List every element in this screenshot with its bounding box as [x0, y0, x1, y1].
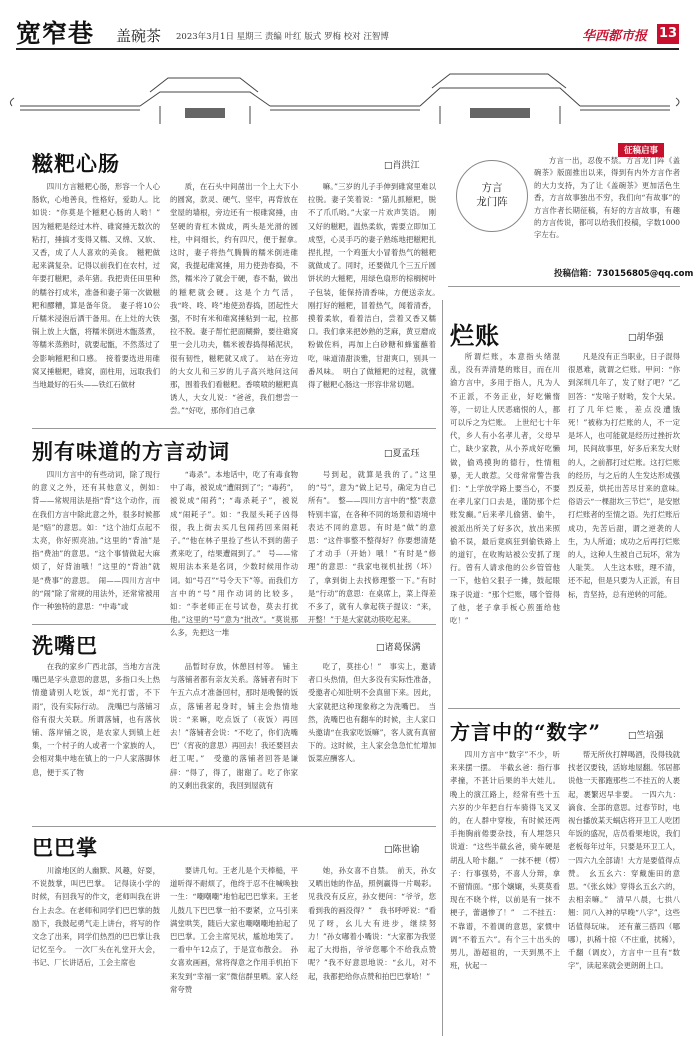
- article-title-babazhang: 巴巴掌: [32, 835, 98, 860]
- article-title-fangyandongci: 别有味道的方言动词: [32, 439, 230, 464]
- article-body-col: [450, 350, 560, 702]
- article-body-col: [32, 180, 168, 422]
- notice-text: [534, 155, 680, 255]
- article-title-shuzi: 方言中的“数字”: [450, 720, 602, 744]
- article-body-col: [170, 660, 298, 820]
- page-number: 13: [657, 24, 679, 44]
- article-body-col: [308, 180, 444, 422]
- paragraph: 吃了，莫挂心！” 事实上，邀请者口头热情，但大多没有实际性准备，受邀者心知肚明不会真留下来。因此，大家就把这种现象称之为洗嘴巴。 当然，洗嘴巴也有翻车的时候，主人家口头邀请“在我家吃饭嘛”，客人就有真留下的。这时候，主人家会急急忙忙增加饭菜应酬客人。: [308, 662, 436, 764]
- column-name: 宽窄巷: [16, 19, 95, 48]
- article-body-col: [32, 468, 168, 618]
- article-body-col: [32, 864, 160, 1036]
- article-body-col: [170, 180, 306, 422]
- article-body-col: [308, 660, 436, 820]
- article-title-lanzhang: 烂账: [450, 321, 500, 350]
- header-rule: [16, 48, 679, 50]
- newspaper-logo: 华西都市报: [582, 29, 648, 44]
- divider: [448, 286, 680, 287]
- article-title-cibaxinchang: 糍粑心肠: [32, 151, 120, 176]
- article-body-col: [170, 468, 298, 638]
- article-author-cibaxinchang: □肖洪江: [384, 161, 420, 171]
- article-title-xizuiba: 洗嘴巴: [32, 633, 98, 658]
- paragraph: 川渝地区的人幽默、风趣，好耍，不说鼓掌，叫巴巴掌。 记得读小学的时候，有回我写的作文，老师叫我在讲台上去念。在老师和同学们巴巴掌的鼓励下，我鼓起勇气走上讲台，将写的作文念了出来，同学们热烈的巴巴掌让我记忆至今。 一次厂头在礼堂开大会，书记、厂长讲话后，工会主席也: [32, 866, 160, 968]
- paragraph: 嘛。”三岁的儿子手伸到碓窝里难以拉脱。妻子笑着说：“猫儿抓糍粑，脱不了爪爪哟。”大家一片欢声笑语。 刚又好的糍粑，温热柔软，需要立即加工成型，心灵手巧的妻子熟练地把糍粑扎捏扎捏，一个鸡蛋大小冒着热气的糍粑就做成了。同时，还要做几个三五斤圆饼状的大糍粑，用绿色扇形的棕榈树叶子包装，能保持清香味，方便送亲友。 刚打好的糍粑，冒着热气，闻着清香，摸着柔软，看着洁白，尝着又香又糯口。我们拿来把妙熟的芝麻，黄豆磨成粉做佐料，再加上白砂糖和蜂蜜蘸着吃，味道清甜淡雅，甘甜爽口，别具一番风味。 明白了做糍粑的过程，就懂得了糍粑心肠这一形容非常切题。: [308, 182, 444, 390]
- article-author-shuzi: □竺培强: [628, 731, 664, 741]
- paragraph: 质，在石头中间凿出一个上大下小的圆窝，款灵、硬气、坚牢，再背放在堂屋的墙根，旁边还有一根碓窝捶，由坚硬的青杠木做成，两头是光滑的圆柱，中间细长，约有四尺，便于握拿。 这时，妻子将热气腾腾的糯米倒进碓窝，我提起碓窝捶，用力使劲春捣，不然，糯米冷了就会干硬，春不黏，做出的糍粑就会硬。这是个力气活，我“咚、咚、咚”地使劲春捣，团起性大强，不时有米和碓窝捶粘到一起，拉都拉不脱。妻子帮忙把面糊擀，要往碓窝里一会儿功夫，糯米被春捣得稀泥状，很有韧性，糍粑就又成了。 站在旁边的大女儿和三岁的儿子高兴地问这问那，围着我们看糍粑。香喷喷的糍粑真诱人，大女儿说：“爸爸，我们想尝一尝。”“好吃，那你们自己拿: [170, 182, 306, 416]
- article-body-col: [568, 350, 688, 702]
- paragraph: 方言一出，忍俊不禁。方言龙门阵《盖碗茶》版面推出以来，得到有内外方言作者的大力支持，为了让《盖碗茶》更加活色生香，方言故事独出不穷，我们向“有故事”的方言作者长期征稿，有好的方言故事，有趣的方言传说，都可以给我们投稿，字数1000字左右。: [534, 156, 680, 240]
- article-body-col: [568, 748, 680, 1036]
- article-author-xizuiba: □诸葛保满: [376, 643, 421, 653]
- paragraph: 帮无所伙打牌喝酒，没得钱就找老汉要钱，活妳地屋翻。邻居都说他一天都跑那些二不挂五的人裹起，裹繁迟早非要。 一四六九：滴食、全部的意思。过春节时，电视台播放某天蜗店将开卫工人吃团年饭的盛况，店员看果地说，我们老板每年过年，只要是环卫工人，一四六九全部请！大方是要值得点赞。 幺五幺六：穿戴施田的意思。“《张幺妹》穿得幺五幺六的，去相亲嘛。” 清早八晨，七拱八翘：同八入神的早晚“八字”，这些话值得玩味。 还有董三搭四（哪哪），扒稀十掠（不庄重，扰稀），千翻（调皮），方言中一旦有“数字”，读起来就会更朗朗上口。: [568, 750, 680, 971]
- paragraph: 所谓烂账，本意指头绪混乱，没有弄清楚的账目，而在川渝方言中，多用于指人，凡为人不正派，不务正业，好吃懒惰等，一切让人厌恶痛恨的人，都可以斥之为烂账。 上世纪七十年代，乡人有小名孝儿者，父母早亡，缺少家教，从小养成好吃懒做，偷鸡摸狗的德行，性情粗暴，无人敢惹。父母常常警告我们：“上学放学路上要当心，不要在孝儿家门口去是，谨防那个烂账发癫。”后来孝儿偷猪、偷牛，被派出所关了好多次，放出来照偷不误，最后竟疯狂到偷铁路上的道钉，在收购站被公安抓了现行。曾有人请求他的公乡管管他一下，他伯父狠子一摊，鼓起眼珠子说道：“那个烂账，哪个管得了他，老子拿手板心煎蛋给他吃！”: [450, 352, 560, 626]
- paragraph: “毒杀”。本地话中，吃了有毒食物中了毒，被说成“遭闹到了”；“毒药”，被说成“闹药”；“毒杀耗子”，被说成“闹耗子”。如：“我屋头耗子凶得很，我上街去买几包闹药回来闹耗子。”“他在林子里捡了些认不到的菌子煮来吃了，结果遭闹到了。” 号——常规用法本来是名词，少数时候用作动词。如“号召”“号令天下”等。而我们方言中的“号”用作动词的比较多，如：“李老师正在号试卷，莫去打扰他。”这里的“号”意为“批改”。“莫说那么多，先把这一堆: [170, 470, 298, 638]
- article-body-col: [308, 468, 436, 625]
- submission-email: 投稿信箱：730156805@qq.com: [554, 269, 693, 279]
- issue-meta: 2023年3月1日 星期三 责编 叶红 版式 罗梅 校对 汪智博: [176, 32, 389, 42]
- roofline-illustration: [0, 62, 690, 128]
- paragraph: 她，孙女喜不自禁。 前天，孙女又晒出她的作品，照例赢得一片喝彩。见我没有反应，孙女便问：“爷爷，您看到我的画没得？” 我书呼呼说：“看见了呀，幺儿大有进步，继续努力！”孙女嘟着小嘴说：“大家都为我竖起了大拇指，爷爷您哪个不给我点赞呢？”我不好意思地说：“幺儿，对不起，我都把给你点赞和拍巴巴掌哈！”: [308, 866, 436, 981]
- call-for-papers-banner: 征稿启事: [618, 143, 664, 157]
- paragraph: 四川方言中的有些动词，除了现行的意义之外，还有其他意义，例如： 背——常规用法是指“背”这个动作，而在我们方言中除此意之外，很多时候都是“赔”的意思。如：“这个油灯点起不太亮，你好照亮油。”这里的“背油”是指“费油”的意思。“这个事情做起大麻烦了，好背油哦！”这里的“背油”就是“费事”的意思。 闹——四川方言中的“闹”除了常规的用法外，还常常被用作一种独特的意思：“中毒”或: [32, 470, 168, 612]
- article-body-col: [308, 864, 436, 1036]
- paragraph: 在我的家乡广西北部，当地方言洗嘴巴是字头意思的意思，多指口头上热情邀请别人吃饭，却“光打雷，不下雨”，没有实际行动。 洗嘴巴与落铺习俗有很大关联。所谓落铺，也有落伙铺、落岸铺之说，是农家人到镇上赶集，一个村子的人或者一个家族的人，会相对集中地在镇上的一户人家落脚休息，便于买了物: [32, 662, 160, 777]
- paragraph: 四川方言中“数字”不少，听来来摆一摆。 半截幺爸：指行事孝撞，不甚计后果的半大娃儿。晚上的演江路上，经常有些十五六岁的少年把自行车骑得飞叉叉的，在人群中穿梭，有时候还两手拖胸前倦要杂技，有人埋怨只说道：“这些半截幺爸，骑车硬是胡乱人哈卡翻。” 一抹不梗（楞）子：行事强势，不喜人分辩，拿不留情面。“那个嬢嬢，头莫莫看现在不晓个样，以前是有一抹不梗子，蕾遇惨了！” 二不挂五：不靠谱，不着调的意思，家惯中调“不着五六”。有个三十出头的男儿，游超祖的，一天到黑不上班，伙起一: [450, 750, 560, 971]
- article-body-col: [32, 660, 160, 820]
- article-author-lanzhang: □胡华强: [628, 333, 664, 343]
- paragraph: 品暂时存放，休憩回村等。 铺主与落铺者都有亲友关系。落铺者有时下午五六点才准备回村，那时是晚餐的饭点，落铺者起身时，铺主会热情地说：“来嘛，吃点饭了（夜饭）再回去！”落铺者会说：“不吃了，你们洗嘴巴’（宵夜的意思）再回去！我还要回去赶工呢。” 受邀的落铺者回答是谦辞：“得了，得了，谢谢了。吃了你家的又剩出我家的，我回到屋就有: [170, 662, 298, 790]
- badge-line: 龙门阵: [476, 196, 508, 208]
- article-body-col: [170, 864, 298, 1036]
- dialect-badge: [456, 160, 528, 232]
- paragraph: 四川方言糍粑心肠，形容一个人心肠软，心地善良，性格好，爱助人。比如说：“你莫是个糍粑心肠的人哟！” 因为糍粑是经过木杵、碓窝捶无数次的粘打，捶搞才变得又糯、又绵、又软、又香，成了人人喜欢的美食。 糍粑做起来满复杂。记得以前我们在农村，过年要打糍粑，杀年猪。我把责任田里种的糯谷打成米，准备和妻子第一次做糍粑和醪糟，算是备年货。 妻子将10公斤糯米浸泡后洒干备用。在上灶的大铁锅上放上大甑，将糯米倒进木甑蒸煮，等糯米蒸熟时，就要起甑，不然蒸过了会影响糍粑和口感。 接着要选进用碓窝叉捶糍粑，碓窝，面柱用，远取我们当地最好的石头——铁红石做材: [32, 182, 168, 390]
- divider: [32, 826, 436, 827]
- badge-line: 方言: [481, 182, 503, 194]
- article-author-babazhang: □陈世谕: [384, 845, 420, 855]
- divider: [448, 708, 680, 709]
- divider: [32, 428, 436, 429]
- paragraph: 要讲几句。王老儿是个天棒槌，平道听得不耐烦了，他终于忍不住喊唤独一生：“嘲嘲嘲”地怕起巴巴掌来。王老儿鼓几下巴巴掌一拍不要紧，立马引来满堂哄笑，随后大家也嘲嘲嘲地拍起了巴巴掌。工会主席见状，尴尬地笑了。一看中午12点了，于是宣布散会。 孙女喜欢画画，常将得意之作用手机拍下来发到“幸福一家”微信群里晒。家人经常夸赞: [170, 866, 298, 994]
- article-body-col: [450, 748, 560, 1036]
- column-separator: [442, 300, 443, 1036]
- sub-column-name: 盖碗茶: [116, 27, 162, 45]
- paragraph: 凡是没有正当职业，日子混得很恩难，就谓之烂账。甲问：“你到深圳几年了，发了财了吧？”乙回答：“发啥子财哟，发个大呆。打了几年烂账，差点没遭饿死！”被称为打烂账的人，不一定是坏人，也可能就是经历过挫折坎坷，民间故事里，好多后来发大财的人，之前都打过烂账。这打烂账的经历，与之后的人生发达形成强烈反差，烘托出苦尽甘来的意味。 俗语云“一棵甜坎三节烂”，是安慰打烂账者的至情之语。先打烂账后成功，先苦后甜，谓之逆袭的人生，为人所道；成功之后再打烂账的人，这种人生被自己玩坏，常为人耻笑。 人生这本账，理不清，还不起，但是只要为人正派，有目标，肯坚持，总有逆转的可能。: [568, 352, 688, 599]
- paragraph: 号到起，就算是我的了。”这里的“号”，意为“做上记号，确定为自己所有”。 整——四川方言中的“整”表意特别丰富，在各种不同的场景和语境中表达不同的意思。有时是“做”的意思：“这件事整不整得好？你要想清楚了才动手（开始）哦！”有时是“修理”的意思：“我家电视机扯拐（坏）了，拿到街上去找修理整一下。”有时是“行动”的意思：在桌席上，菜上得差不多了，就有人拿起筷子提议：“来，开整！”于是大家就动筷吃起来。: [308, 470, 436, 625]
- article-author-fangyandongci: □夏孟珏: [384, 449, 420, 459]
- divider: [32, 624, 436, 625]
